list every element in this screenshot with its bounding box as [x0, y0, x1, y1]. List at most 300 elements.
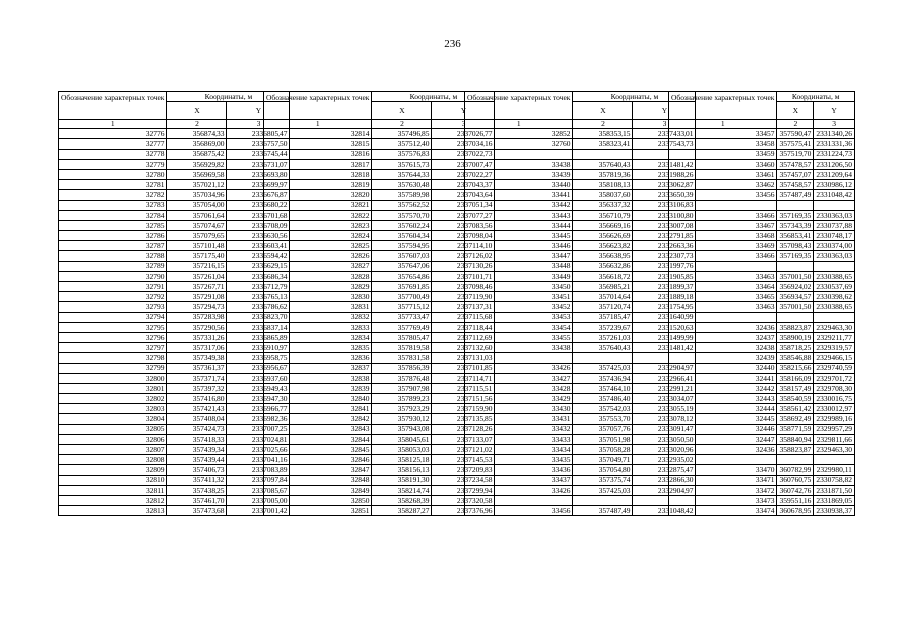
x-cell: 357014,64 — [573, 292, 633, 302]
point-id-cell: 33435 — [465, 455, 573, 465]
table-row — [465, 190, 696, 200]
point-id-cell: 33460 — [669, 159, 777, 169]
y-cell: 2331869,05 — [814, 495, 855, 505]
table-row — [264, 271, 495, 281]
x-cell: 357185,47 — [573, 312, 633, 322]
x-cell: 358823,87 — [777, 322, 814, 332]
x-cell: 358268,39 — [372, 495, 432, 505]
x-cell: 357819,36 — [573, 169, 633, 179]
y-cell: 2331048,42 — [814, 190, 855, 200]
x-cell: 357640,43 — [573, 343, 633, 353]
point-id-cell: 33444 — [465, 220, 573, 230]
y-cell — [814, 312, 855, 322]
table-row — [264, 445, 495, 455]
table-row — [264, 424, 495, 434]
y-cell: 2337026,77 — [432, 129, 495, 139]
y-cell: 2336680,22 — [227, 200, 290, 210]
x-cell: 358900,19 — [777, 332, 814, 342]
x-cell: 357604,34 — [372, 231, 432, 241]
x-cell: 358771,59 — [777, 424, 814, 434]
x-cell — [573, 353, 633, 363]
table-row — [264, 414, 495, 424]
x-cell: 357034,96 — [167, 190, 227, 200]
x-cell: 357317,06 — [167, 343, 227, 353]
table-row — [669, 394, 855, 404]
y-cell: 2337112,69 — [432, 332, 495, 342]
point-id-cell: 32820 — [264, 190, 372, 200]
x-cell: 357001,50 — [777, 271, 814, 281]
point-id-cell: 32781 — [59, 180, 167, 190]
point-id-cell: 33427 — [465, 373, 573, 383]
x-cell: 357411,32 — [167, 475, 227, 485]
point-id-cell — [669, 200, 777, 210]
x-cell: 356929,82 — [167, 159, 227, 169]
x-cell: 358108,13 — [573, 180, 633, 190]
x-cell: 357562,52 — [372, 200, 432, 210]
table-row — [59, 363, 290, 373]
table-row — [465, 302, 696, 312]
table-row — [669, 190, 855, 200]
table-row — [669, 129, 855, 139]
x-cell: 357294,73 — [167, 302, 227, 312]
table-row — [465, 312, 696, 322]
table-row — [669, 373, 855, 383]
table-row — [465, 455, 696, 465]
y-cell: 2332663,36 — [633, 241, 696, 251]
table-row — [59, 404, 290, 414]
point-id-cell: 32795 — [59, 322, 167, 332]
x-cell: 357436,94 — [573, 373, 633, 383]
point-id-cell: 32801 — [59, 383, 167, 393]
table-row — [264, 220, 495, 230]
point-id-cell: 32841 — [264, 404, 372, 414]
y-cell: 2331499,99 — [633, 332, 696, 342]
table-row — [465, 445, 696, 455]
point-id-cell — [465, 495, 573, 505]
x-cell: 357647,06 — [372, 261, 432, 271]
x-cell: 357589,98 — [372, 190, 432, 200]
x-cell: 356626,69 — [573, 231, 633, 241]
table-row — [59, 495, 290, 505]
table-row — [669, 292, 855, 302]
y-cell: 2330374,00 — [814, 241, 855, 251]
table-row — [264, 159, 495, 169]
point-id-cell: 32810 — [59, 475, 167, 485]
point-id-cell: 32784 — [59, 210, 167, 220]
table-row — [264, 394, 495, 404]
table-row — [264, 261, 495, 271]
point-id-cell: 32828 — [264, 271, 372, 281]
x-cell: 356924,02 — [777, 282, 814, 292]
table-row — [59, 139, 290, 149]
column-number: 2 — [777, 120, 814, 129]
point-id-cell: 32446 — [669, 424, 777, 434]
y-header: Y — [633, 102, 696, 120]
x-cell: 356669,16 — [573, 220, 633, 230]
table-row — [669, 475, 855, 485]
point-id-cell: 33447 — [465, 251, 573, 261]
x-cell: 357461,70 — [167, 495, 227, 505]
page-number: 236 — [444, 38, 461, 50]
y-cell: 2329740,59 — [814, 363, 855, 373]
y-cell: 2332307,73 — [633, 251, 696, 261]
point-id-cell: 33472 — [669, 485, 777, 495]
point-id-cell: 33429 — [465, 394, 573, 404]
x-cell: 357331,26 — [167, 332, 227, 342]
point-designation-header: Обозначение характерных точек — [465, 92, 573, 120]
table-row — [465, 169, 696, 179]
x-cell: 357594,95 — [372, 241, 432, 251]
y-cell: 2337097,84 — [227, 475, 290, 485]
table-row — [59, 383, 290, 393]
x-cell: 358353,15 — [573, 129, 633, 139]
x-cell: 357120,74 — [573, 302, 633, 312]
table-row — [59, 292, 290, 302]
x-cell: 360678,95 — [777, 506, 814, 516]
point-id-cell: 33458 — [669, 139, 777, 149]
point-id-cell: 33455 — [465, 332, 573, 342]
point-id-cell: 33471 — [669, 475, 777, 485]
column-number: 1 — [59, 120, 167, 129]
table-row — [669, 159, 855, 169]
y-cell: 2336947,30 — [227, 394, 290, 404]
x-cell: 357943,08 — [372, 424, 432, 434]
point-id-cell: 32787 — [59, 241, 167, 251]
y-cell: 2332904,97 — [633, 363, 696, 373]
point-id-cell: 32785 — [59, 220, 167, 230]
point-id-cell — [465, 149, 573, 159]
point-id-cell: 32441 — [669, 373, 777, 383]
table-row — [59, 465, 290, 475]
x-cell: 357473,68 — [167, 506, 227, 516]
table-row — [59, 180, 290, 190]
table-row — [465, 129, 696, 139]
point-id-cell: 32778 — [59, 149, 167, 159]
point-id-cell: 32847 — [264, 465, 372, 475]
x-header: X — [167, 102, 227, 120]
y-cell: 2331331,36 — [814, 139, 855, 149]
x-cell — [777, 200, 814, 210]
y-cell: 2333050,50 — [633, 434, 696, 444]
table-row — [465, 322, 696, 332]
y-cell: 2330758,82 — [814, 475, 855, 485]
x-cell: 357361,37 — [167, 363, 227, 373]
coordinate-table — [668, 91, 855, 516]
x-cell: 357375,74 — [573, 475, 633, 485]
x-cell: 357486,40 — [573, 394, 633, 404]
x-cell: 357438,25 — [167, 485, 227, 495]
y-cell: 2331889,18 — [633, 292, 696, 302]
x-cell: 357654,86 — [372, 271, 432, 281]
y-cell: 2337119,90 — [432, 292, 495, 302]
point-id-cell: 33426 — [465, 363, 573, 373]
y-cell: 2336837,14 — [227, 322, 290, 332]
x-cell: 358053,03 — [372, 445, 432, 455]
point-id-cell: 33462 — [669, 180, 777, 190]
table-row — [669, 506, 855, 516]
x-cell: 357630,48 — [372, 180, 432, 190]
x-cell: 357397,32 — [167, 383, 227, 393]
table-row — [669, 200, 855, 210]
y-cell: 2336731,07 — [227, 159, 290, 169]
point-designation-header: Обозначение характерных точек — [264, 92, 372, 120]
y-cell: 2329701,72 — [814, 373, 855, 383]
table-row — [59, 231, 290, 241]
point-id-cell: 32803 — [59, 404, 167, 414]
point-id-cell: 32791 — [59, 282, 167, 292]
x-cell: 357371,74 — [167, 373, 227, 383]
x-cell: 357464,10 — [573, 383, 633, 393]
y-cell: 2337083,89 — [227, 465, 290, 475]
x-cell: 357457,07 — [777, 169, 814, 179]
point-id-cell: 32829 — [264, 282, 372, 292]
point-id-cell: 32846 — [264, 455, 372, 465]
y-cell: 2337022,27 — [432, 169, 495, 179]
x-cell: 357175,40 — [167, 251, 227, 261]
point-id-cell: 32842 — [264, 414, 372, 424]
table-row — [264, 465, 495, 475]
y-cell: 2337159,90 — [432, 404, 495, 414]
y-cell: 2331481,42 — [633, 159, 696, 169]
point-id-cell: 32808 — [59, 455, 167, 465]
coordinates-header: Координаты, м — [372, 92, 495, 102]
column-number: 3 — [432, 120, 495, 129]
y-cell: 2333091,47 — [633, 424, 696, 434]
point-id-cell: 32811 — [59, 485, 167, 495]
point-id-cell: 32851 — [264, 506, 372, 516]
table-row — [465, 220, 696, 230]
point-id-cell: 32807 — [59, 445, 167, 455]
table-row — [669, 434, 855, 444]
x-cell: 357061,64 — [167, 210, 227, 220]
table-row — [669, 404, 855, 414]
x-cell: 356632,86 — [573, 261, 633, 271]
point-id-cell: 32805 — [59, 424, 167, 434]
table-row — [669, 180, 855, 190]
y-cell: 2336676,87 — [227, 190, 290, 200]
table-row — [264, 190, 495, 200]
x-cell: 357057,76 — [573, 424, 633, 434]
x-cell: 356710,79 — [573, 210, 633, 220]
point-id-cell: 32838 — [264, 373, 372, 383]
table-row — [669, 251, 855, 261]
point-id-cell: 33438 — [465, 159, 573, 169]
y-cell: 2337433,01 — [633, 129, 696, 139]
x-cell: 357907,98 — [372, 383, 432, 393]
x-cell: 356618,72 — [573, 271, 633, 281]
table-row — [59, 169, 290, 179]
y-cell: 2329957,29 — [814, 424, 855, 434]
x-cell: 356337,32 — [573, 200, 633, 210]
table-row — [264, 231, 495, 241]
y-cell: 2331988,26 — [633, 169, 696, 179]
y-cell: 2337128,26 — [432, 424, 495, 434]
table-row — [59, 485, 290, 495]
x-cell: 356638,95 — [573, 251, 633, 261]
x-cell: 357239,67 — [573, 322, 633, 332]
table-row — [465, 475, 696, 485]
x-cell: 358191,30 — [372, 475, 432, 485]
table-row — [465, 332, 696, 342]
y-cell: 2332875,47 — [633, 465, 696, 475]
point-id-cell: 33449 — [465, 271, 573, 281]
x-cell: 357856,39 — [372, 363, 432, 373]
x-cell: 357615,73 — [372, 159, 432, 169]
table-row — [669, 149, 855, 159]
point-id-cell: 32821 — [264, 200, 372, 210]
x-cell: 357496,85 — [372, 129, 432, 139]
x-cell: 357553,70 — [573, 414, 633, 424]
y-cell: 2336910,97 — [227, 343, 290, 353]
table-row — [669, 343, 855, 353]
x-cell: 357216,15 — [167, 261, 227, 271]
x-cell: 357283,98 — [167, 312, 227, 322]
y-cell: 2330016,75 — [814, 394, 855, 404]
x-cell: 358546,88 — [777, 353, 814, 363]
table-row — [264, 241, 495, 251]
point-id-cell: 33456 — [669, 190, 777, 200]
x-cell: 357691,85 — [372, 282, 432, 292]
y-cell: 2337098,46 — [432, 282, 495, 292]
x-cell: 357290,56 — [167, 322, 227, 332]
x-cell: 357930,12 — [372, 414, 432, 424]
point-id-cell: 33426 — [465, 485, 573, 495]
y-cell: 2337320,58 — [432, 495, 495, 505]
table-row — [59, 149, 290, 159]
y-cell: 2337051,34 — [432, 200, 495, 210]
y-cell: 2337034,16 — [432, 139, 495, 149]
y-cell: 2330363,03 — [814, 210, 855, 220]
y-cell: 2337121,02 — [432, 445, 495, 455]
point-id-cell: 32836 — [264, 353, 372, 363]
coordinate-table — [464, 91, 696, 516]
point-id-cell: 32794 — [59, 312, 167, 322]
coordinate-tables — [58, 91, 853, 583]
y-cell: 2330748,17 — [814, 231, 855, 241]
point-id-cell: 32798 — [59, 353, 167, 363]
point-id-cell: 33445 — [465, 231, 573, 241]
point-id-cell: 33465 — [669, 292, 777, 302]
point-id-cell: 33446 — [465, 241, 573, 251]
point-id-cell: 33437 — [465, 475, 573, 485]
point-id-cell: 32802 — [59, 394, 167, 404]
point-id-cell: 32822 — [264, 210, 372, 220]
point-id-cell — [465, 353, 573, 363]
y-cell: 2336630,56 — [227, 231, 290, 241]
x-header: X — [573, 102, 633, 120]
x-cell: 358561,42 — [777, 404, 814, 414]
y-cell: 2337131,03 — [432, 353, 495, 363]
table-row — [59, 475, 290, 485]
x-cell: 357542,03 — [573, 404, 633, 414]
point-id-cell: 33469 — [669, 241, 777, 251]
table-row — [59, 302, 290, 312]
x-cell: 357079,65 — [167, 231, 227, 241]
y-cell: 2329211,77 — [814, 332, 855, 342]
table-row — [669, 322, 855, 332]
y-cell: 2332866,30 — [633, 475, 696, 485]
table-row — [465, 506, 696, 516]
point-id-cell: 32760 — [465, 139, 573, 149]
table-row — [59, 241, 290, 251]
point-id-cell: 33448 — [465, 261, 573, 271]
table-row — [264, 169, 495, 179]
y-cell: 2329708,30 — [814, 383, 855, 393]
column-number: 3 — [227, 120, 290, 129]
table-row — [465, 383, 696, 393]
y-cell: 2329466,15 — [814, 353, 855, 363]
table-row — [669, 383, 855, 393]
table-row — [669, 312, 855, 322]
point-id-cell: 32835 — [264, 343, 372, 353]
x-cell: 357512,40 — [372, 139, 432, 149]
y-cell — [814, 261, 855, 271]
point-id-cell: 32437 — [669, 332, 777, 342]
x-cell: 357054,80 — [573, 465, 633, 475]
x-cell: 357169,35 — [777, 210, 814, 220]
table-row — [465, 424, 696, 434]
x-cell: 356853,41 — [777, 231, 814, 241]
x-cell: 357819,58 — [372, 343, 432, 353]
table-row — [465, 271, 696, 281]
x-cell: 357424,73 — [167, 424, 227, 434]
point-id-cell: 33433 — [465, 434, 573, 444]
y-cell: 2329989,16 — [814, 414, 855, 424]
x-cell: 357058,28 — [573, 445, 633, 455]
y-cell: 2336765,13 — [227, 292, 290, 302]
x-cell: 357291,08 — [167, 292, 227, 302]
x-cell: 357001,50 — [777, 302, 814, 312]
table-row — [669, 485, 855, 495]
table-row — [669, 220, 855, 230]
point-id-cell: 32782 — [59, 190, 167, 200]
table-row — [465, 231, 696, 241]
x-cell — [777, 312, 814, 322]
table-row — [669, 231, 855, 241]
y-cell: 2332904,97 — [633, 485, 696, 495]
table-row — [669, 261, 855, 271]
table-row — [669, 363, 855, 373]
x-cell: 357769,49 — [372, 322, 432, 332]
y-cell: 2337132,60 — [432, 343, 495, 353]
x-cell: 356934,57 — [777, 292, 814, 302]
table-row — [669, 414, 855, 424]
x-cell: 356623,82 — [573, 241, 633, 251]
y-cell: 2330363,03 — [814, 251, 855, 261]
point-id-cell: 32776 — [59, 129, 167, 139]
table-row — [465, 282, 696, 292]
y-header: Y — [432, 102, 495, 120]
table-row — [59, 506, 290, 516]
y-cell: 2337043,37 — [432, 180, 495, 190]
table-row — [465, 241, 696, 251]
column-number: 1 — [465, 120, 573, 129]
point-id-cell: 32848 — [264, 475, 372, 485]
point-id-cell: 32824 — [264, 231, 372, 241]
point-id-cell: 32790 — [59, 271, 167, 281]
column-number: 2 — [372, 120, 432, 129]
table-row — [264, 363, 495, 373]
point-id-cell: 32831 — [264, 302, 372, 312]
table-row — [465, 485, 696, 495]
y-cell: 2336712,79 — [227, 282, 290, 292]
point-id-cell: 32850 — [264, 495, 372, 505]
y-cell: 2337118,44 — [432, 322, 495, 332]
table-row — [59, 322, 290, 332]
x-cell: 357049,71 — [573, 455, 633, 465]
y-cell: 2331997,76 — [633, 261, 696, 271]
point-id-cell: 32818 — [264, 169, 372, 179]
